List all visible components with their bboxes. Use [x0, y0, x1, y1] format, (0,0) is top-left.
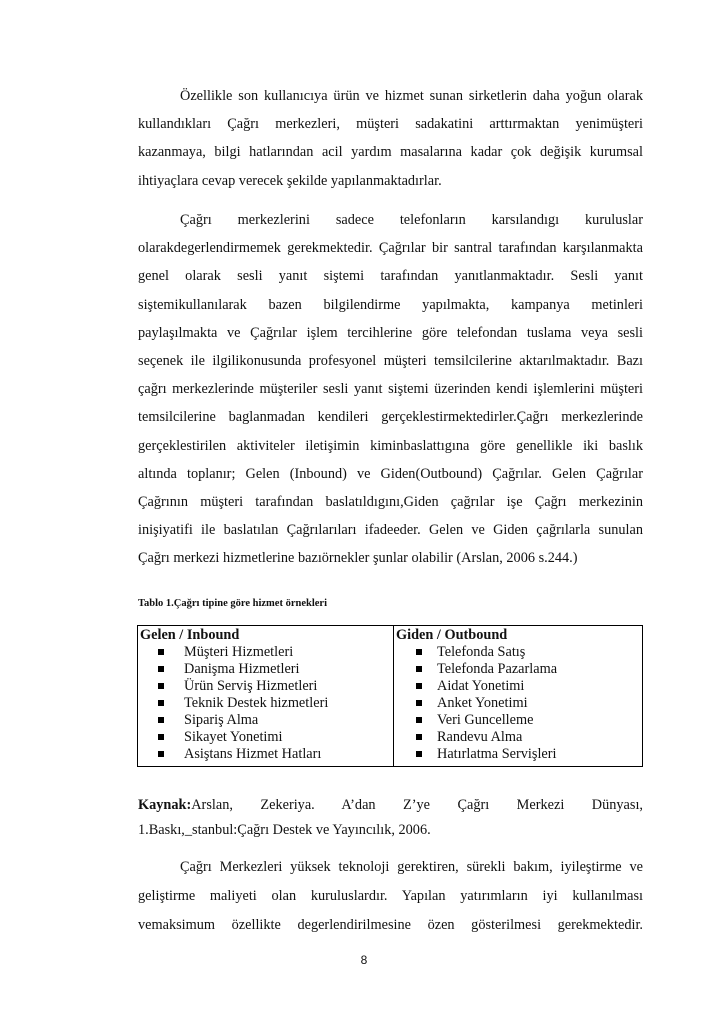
list-item-label: Anket Yonetimi — [437, 695, 528, 711]
list-item — [394, 695, 642, 712]
outbound-column — [394, 626, 643, 767]
square-bullet-icon — [416, 666, 422, 672]
paragraph-1 — [138, 82, 643, 195]
square-bullet-icon — [158, 666, 164, 672]
square-bullet-icon — [416, 700, 422, 706]
square-bullet-icon — [158, 751, 164, 757]
list-item-label: Müşteri Hizmetleri — [184, 644, 294, 660]
list-item-label: Teknik Destek hizmetleri — [184, 695, 329, 711]
text-line — [138, 793, 643, 818]
list-item-label: Sipariş Alma — [184, 712, 259, 728]
text-line: gerçeklestirilen aktiviteler iletişimin kiminbaslattıgına göre genellikle iki baslık — [138, 437, 643, 454]
list-item-label: Sikayet Yonetimi — [184, 729, 283, 745]
inbound-list — [138, 644, 393, 763]
text-line: seçenek ile ilgilikonusunda profesyonel müşteri temsilcilerine aktarılmaktadır. Bazı — [138, 352, 643, 369]
text-line: Çağrı merkezlerini sadece telefonların karsılandıgı kuruluslar — [180, 212, 643, 228]
text-line: Çağrı merkezi hizmetlerine bazıörnekler şunlar olabilir (Arslan, 2006 s.244.) — [138, 550, 578, 567]
square-bullet-icon — [416, 683, 422, 689]
text-line: inişiyatifi ile baslatılan Çağrılarıları ifadeeder. Gelen ve Giden çağrılarla sunulan — [138, 522, 643, 539]
list-item — [394, 678, 642, 695]
square-bullet-icon — [158, 734, 164, 740]
square-bullet-icon — [158, 700, 164, 706]
text-line: paylaşılmakta ve Çağrılar işlem tercihlerine göre telefondan tuslama veya sesli — [138, 324, 643, 341]
list-item — [138, 695, 393, 712]
list-item — [394, 746, 642, 763]
text-line: kullandıkları Çağrı merkezleri, müşteri sadakatini arttırmaktan yenimüşteri — [138, 116, 643, 133]
text-line: geliştirme maliyeti olan kuruluslardır. Yapılan yatırımların iyi kullanılması — [138, 888, 643, 904]
list-item-label: Veri Guncelleme — [437, 712, 534, 728]
square-bullet-icon — [158, 649, 164, 655]
square-bullet-icon — [416, 717, 422, 723]
text-line: Çağrının müşteri tarafından baslatıldıgını,Giden çağrılar işe Çağrı merkezinin — [138, 493, 643, 510]
list-item — [138, 729, 393, 746]
list-item — [394, 729, 642, 746]
service-examples-table — [137, 625, 643, 767]
list-item-label: Randevu Alma — [437, 729, 523, 745]
source-citation — [138, 793, 643, 843]
text-line: kazanmaya, bilgi hatlarından acil yardım masalarına kadar çok değişik kurumsal — [138, 144, 643, 161]
source-text: Arslan, Zekeriya. A’dan Z’ye Çağrı Merkezi Dünyası, — [191, 797, 643, 813]
paragraph-2 — [138, 206, 643, 572]
square-bullet-icon — [158, 717, 164, 723]
list-item — [138, 712, 393, 729]
list-item — [394, 712, 642, 729]
list-item-label: Hatırlatma Servişleri — [437, 746, 557, 762]
text-line: Özellikle son kullanıcıya ürün ve hizmet sunan sirketlerin daha yoğun olarak — [180, 88, 643, 104]
square-bullet-icon — [416, 734, 422, 740]
page-number: 8 — [360, 953, 368, 967]
list-item — [394, 644, 642, 661]
text-line: olarakdegerlendirmemek gerekmektedir. Çağrılar bir santral tarafından karşılanmakta — [138, 240, 643, 257]
list-item — [394, 661, 642, 678]
text-line: 1.Baskı,_stanbul:Çağrı Destek ve Yayıncılık, 2006. — [138, 822, 431, 838]
text-line: ihtiyaçlara cevap verecek şekilde yapılanmaktadırlar. — [138, 172, 442, 189]
text-line: altında toplanır; Gelen (Inbound) ve Giden(Outbound) Çağrılar. Gelen Çağrılar — [138, 465, 643, 482]
text-line: siştemikullanılarak bazen bilgilendirme yapılmakta, kampanya metinleri — [138, 296, 643, 313]
list-item — [138, 644, 393, 661]
square-bullet-icon — [416, 649, 422, 655]
list-item — [138, 661, 393, 678]
outbound-header: Giden / Outbound — [396, 627, 508, 643]
text-line: çağrı merkezlerinde müşteriler sesli yanıt siştemi üzerinden kendi işlemlerini müşteri — [138, 381, 643, 398]
list-item-label: Ürün Serviş Hizmetleri — [184, 678, 318, 694]
list-item-label: Danişma Hizmetleri — [184, 661, 300, 677]
list-item — [138, 678, 393, 695]
inbound-header: Gelen / Inbound — [140, 627, 240, 643]
paragraph-3 — [138, 853, 643, 940]
table-caption: Tablo 1.Çağrı tipine göre hizmet örnekleri — [138, 598, 327, 609]
list-item-label: Telefonda Satış — [437, 644, 526, 660]
text-line: temsilcilerine baglanmadan kendileri gerçeklestirmektedirler.Çağrı merkezlerinde — [138, 409, 643, 426]
square-bullet-icon — [416, 751, 422, 757]
text-line: vemaksimum özellikte degerlendirilmesine özen gösterilmesi gerekmektedir. — [138, 917, 643, 933]
list-item-label: Telefonda Pazarlama — [437, 661, 558, 677]
inbound-column — [138, 626, 394, 767]
list-item-label: Asiştans Hizmet Hatları — [184, 746, 322, 762]
text-line: genel olarak sesli yanıt siştemi tarafından yanıtlanmaktadır. Sesli yanıt — [138, 268, 643, 285]
list-item-label: Aidat Yonetimi — [437, 678, 525, 694]
square-bullet-icon — [158, 683, 164, 689]
list-item — [138, 746, 393, 763]
outbound-list — [394, 644, 642, 763]
text-line: Çağrı Merkezleri yüksek teknoloji gerektiren, sürekli bakım, iyileştirme ve — [180, 859, 643, 875]
source-label: Kaynak: — [138, 797, 192, 813]
